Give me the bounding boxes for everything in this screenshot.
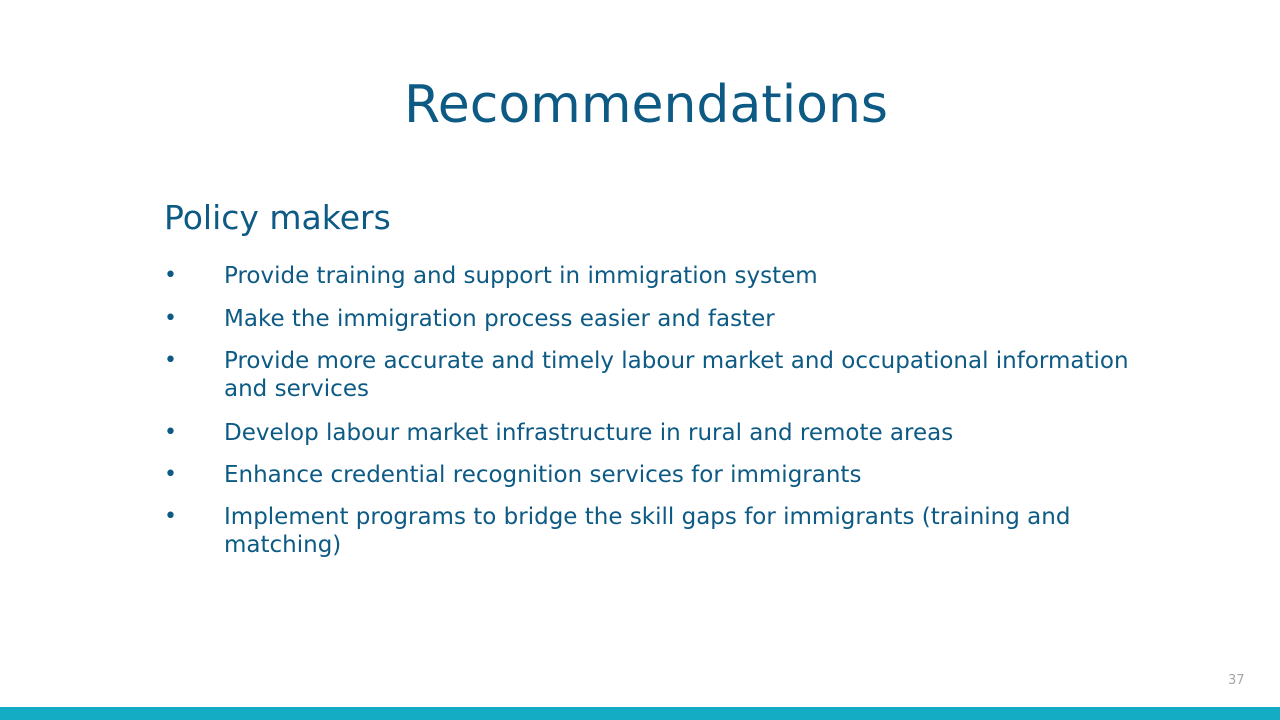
bullet-text: Make the immigration process easier and faster [224, 306, 775, 332]
bullet-icon: • [164, 462, 177, 487]
bullet-text: Implement programs to bridge the skill gaps for immigrants (training and matching) [224, 504, 1071, 558]
bullet-icon: • [164, 263, 177, 288]
bullet-icon: • [164, 504, 177, 529]
bullet-text: Provide training and support in immigration system [224, 263, 818, 289]
bullet-text: Enhance credential recognition services for immigrants [224, 462, 862, 488]
bullet-icon: • [164, 420, 177, 445]
section-heading: Policy makers [164, 198, 391, 237]
bullet-text: Provide more accurate and timely labour market and occupational information and services [224, 348, 1129, 402]
bullet-icon: • [164, 348, 177, 373]
footer-accent-bar [0, 707, 1280, 720]
bullet-icon: • [164, 306, 177, 331]
page-number: 37 [1228, 673, 1245, 688]
slide-title: Recommendations [403, 75, 889, 135]
bullet-text: Develop labour market infrastructure in rural and remote areas [224, 420, 954, 446]
